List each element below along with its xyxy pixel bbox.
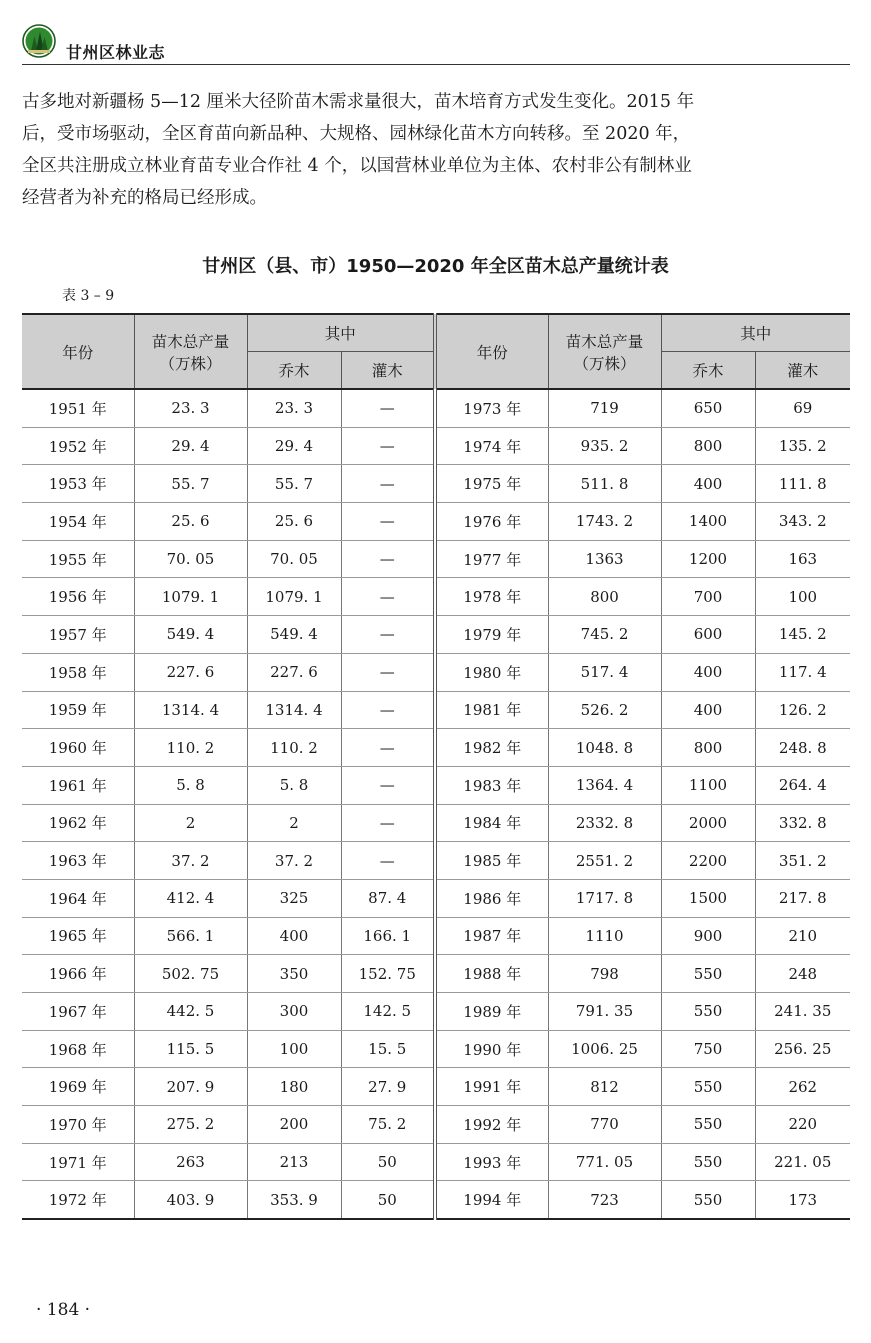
header-total-line2: （万株）	[159, 354, 222, 373]
book-title: 甘州区林业志	[66, 43, 166, 62]
table-cell: 517. 4	[548, 653, 661, 691]
table-cell: 400	[247, 917, 341, 955]
body-line: 经营者为补充的格局已经形成。	[22, 188, 267, 208]
table-row	[22, 917, 850, 955]
table-cell: —	[341, 465, 435, 503]
table-row	[22, 1181, 850, 1219]
table-cell: 5. 8	[247, 766, 341, 804]
table-cell: 550	[661, 1068, 755, 1106]
table-cell: 70. 05	[134, 540, 247, 578]
table-cell: 23. 3	[247, 389, 341, 427]
table-cell: 207. 9	[134, 1068, 247, 1106]
table-cell: 1981 年	[435, 691, 548, 729]
table-cell: 812	[548, 1068, 661, 1106]
table-cell: 241. 35	[755, 993, 850, 1031]
table-cell: 210	[755, 917, 850, 955]
table-cell: 227. 6	[134, 653, 247, 691]
table-cell: 213	[247, 1143, 341, 1181]
table-cell: 1963 年	[22, 842, 134, 880]
table-body	[22, 389, 850, 1219]
table-cell: 180	[247, 1068, 341, 1106]
table-cell: 1984 年	[435, 804, 548, 842]
table-cell: 549. 4	[247, 616, 341, 654]
table-cell: 1992 年	[435, 1106, 548, 1144]
header-year: 年份	[435, 314, 548, 389]
table-cell: 1962 年	[22, 804, 134, 842]
table-cell: 770	[548, 1106, 661, 1144]
table-cell: 2551. 2	[548, 842, 661, 880]
table-row	[22, 955, 850, 993]
table-cell: 100	[247, 1030, 341, 1068]
table-cell: 135. 2	[755, 427, 850, 465]
table-cell: 1978 年	[435, 578, 548, 616]
table-cell: 152. 75	[341, 955, 435, 993]
table-title: 甘州区（县、市）1950—2020 年全区苗木总产量统计表	[202, 256, 669, 277]
table-cell: 502. 75	[134, 955, 247, 993]
table-cell: 2200	[661, 842, 755, 880]
table-cell: 550	[661, 1106, 755, 1144]
table-row	[22, 503, 850, 541]
table-cell: 1979 年	[435, 616, 548, 654]
table-cell: 1990 年	[435, 1030, 548, 1068]
header-total	[548, 314, 661, 389]
table-cell: 1959 年	[22, 691, 134, 729]
seedling-production-table	[22, 313, 850, 1220]
table-cell: 1991 年	[435, 1068, 548, 1106]
table-row	[22, 653, 850, 691]
table-cell: 900	[661, 917, 755, 955]
header-total-line1: 苗木总产量	[565, 332, 644, 351]
table-cell: 29. 4	[247, 427, 341, 465]
table-row	[22, 729, 850, 767]
table-cell: 1048. 8	[548, 729, 661, 767]
table-row	[22, 691, 850, 729]
table-cell: 935. 2	[548, 427, 661, 465]
table-cell: 1100	[661, 766, 755, 804]
table-cell: —	[341, 842, 435, 880]
table-cell: 227. 6	[247, 653, 341, 691]
table-cell: —	[341, 389, 435, 427]
table-cell: 37. 2	[134, 842, 247, 880]
table-cell: 110. 2	[134, 729, 247, 767]
table-cell: 1314. 4	[247, 691, 341, 729]
table-cell: 600	[661, 616, 755, 654]
header-shrub: 灌木	[755, 352, 850, 390]
table-cell: 442. 5	[134, 993, 247, 1031]
header-year: 年份	[22, 314, 134, 389]
header-tree: 乔木	[247, 352, 341, 390]
table-cell: 55. 7	[134, 465, 247, 503]
table-cell: 29. 4	[134, 427, 247, 465]
table-cell: 1500	[661, 879, 755, 917]
table-cell: 1953 年	[22, 465, 134, 503]
body-line: 古多地对新疆杨 5—12 厘米大径阶苗木需求量很大，苗木培育方式发生变化。2015 年	[22, 92, 695, 112]
table-cell: 1968 年	[22, 1030, 134, 1068]
table-cell: 550	[661, 993, 755, 1031]
table-row	[22, 427, 850, 465]
table-cell: 745. 2	[548, 616, 661, 654]
table-cell: 700	[661, 578, 755, 616]
table-cell: 117. 4	[755, 653, 850, 691]
table-cell: —	[341, 427, 435, 465]
table-cell: 1956 年	[22, 578, 134, 616]
table-cell: 145. 2	[755, 616, 850, 654]
table-cell: 300	[247, 993, 341, 1031]
table-cell: 1364. 4	[548, 766, 661, 804]
table-cell: 798	[548, 955, 661, 993]
table-cell: 264. 4	[755, 766, 850, 804]
table-cell: 1961 年	[22, 766, 134, 804]
table-row	[22, 879, 850, 917]
table-row	[22, 616, 850, 654]
table-cell: 2332. 8	[548, 804, 661, 842]
table-row	[22, 804, 850, 842]
table-cell: 50	[341, 1143, 435, 1181]
table-cell: 1079. 1	[247, 578, 341, 616]
table-cell: 173	[755, 1181, 850, 1219]
table-cell: 25. 6	[134, 503, 247, 541]
table-cell: 69	[755, 389, 850, 427]
table-cell: 1993 年	[435, 1143, 548, 1181]
body-line: 后，受市场驱动，全区育苗向新品种、大规格、园林绿化苗木方向转移。至 2020 年，	[22, 124, 691, 144]
table-cell: 719	[548, 389, 661, 427]
table-cell: 1958 年	[22, 653, 134, 691]
table-cell: 1994 年	[435, 1181, 548, 1219]
header-group: 其中	[247, 314, 435, 352]
table-cell: 550	[661, 955, 755, 993]
table-cell: —	[341, 540, 435, 578]
table-cell: —	[341, 578, 435, 616]
table-cell: 1973 年	[435, 389, 548, 427]
table-cell: 400	[661, 691, 755, 729]
table-cell: 511. 8	[548, 465, 661, 503]
table-cell: 1079. 1	[134, 578, 247, 616]
table-cell: 5. 8	[134, 766, 247, 804]
table-cell: 1975 年	[435, 465, 548, 503]
table-cell: 27. 9	[341, 1068, 435, 1106]
table-cell: 1951 年	[22, 389, 134, 427]
table-cell: 350	[247, 955, 341, 993]
table-cell: 1110	[548, 917, 661, 955]
table-cell: 1977 年	[435, 540, 548, 578]
table-cell: 50	[341, 1181, 435, 1219]
table-cell: 115. 5	[134, 1030, 247, 1068]
table-cell: 549. 4	[134, 616, 247, 654]
table-cell: 1969 年	[22, 1068, 134, 1106]
table-cell: 110. 2	[247, 729, 341, 767]
table-cell: 771. 05	[548, 1143, 661, 1181]
table-cell: 111. 8	[755, 465, 850, 503]
table-cell: 325	[247, 879, 341, 917]
table-cell: 1743. 2	[548, 503, 661, 541]
table-cell: 343. 2	[755, 503, 850, 541]
table-cell: 1006. 25	[548, 1030, 661, 1068]
table-cell: 1989 年	[435, 993, 548, 1031]
table-cell: 1717. 8	[548, 879, 661, 917]
table-cell: 1964 年	[22, 879, 134, 917]
table-cell: 2	[134, 804, 247, 842]
table-cell: 220	[755, 1106, 850, 1144]
table-cell: 25. 6	[247, 503, 341, 541]
table-cell: 1974 年	[435, 427, 548, 465]
table-cell: 800	[661, 427, 755, 465]
table-cell: 55. 7	[247, 465, 341, 503]
table-cell: 550	[661, 1143, 755, 1181]
table-cell: 275. 2	[134, 1106, 247, 1144]
table-row	[22, 1068, 850, 1106]
table-cell: 412. 4	[134, 879, 247, 917]
table-row	[22, 1106, 850, 1144]
table-cell: 1960 年	[22, 729, 134, 767]
header-total	[134, 314, 247, 389]
table-row	[22, 993, 850, 1031]
table-cell: 200	[247, 1106, 341, 1144]
table-cell: 400	[661, 653, 755, 691]
table-cell: 1400	[661, 503, 755, 541]
table-cell: 70. 05	[247, 540, 341, 578]
table-cell: 166. 1	[341, 917, 435, 955]
table-cell: 723	[548, 1181, 661, 1219]
body-line: 全区共注册成立林业育苗专业合作社 4 个，以国营林业单位为主体、农村非公有制林业	[22, 156, 692, 176]
table-cell: 1986 年	[435, 879, 548, 917]
table-cell: 1982 年	[435, 729, 548, 767]
table-row	[22, 842, 850, 880]
table-cell: 142. 5	[341, 993, 435, 1031]
table-cell: 1965 年	[22, 917, 134, 955]
table-cell: 248. 8	[755, 729, 850, 767]
table-cell: 1976 年	[435, 503, 548, 541]
table-row	[22, 540, 850, 578]
table-cell: —	[341, 766, 435, 804]
table-cell: 2000	[661, 804, 755, 842]
table-cell: 1200	[661, 540, 755, 578]
table-header	[22, 314, 850, 389]
table-cell: 1987 年	[435, 917, 548, 955]
table-cell: 75. 2	[341, 1106, 435, 1144]
table-row	[22, 1143, 850, 1181]
table-cell: 1988 年	[435, 955, 548, 993]
table-cell: 1954 年	[22, 503, 134, 541]
header-total-line1: 苗木总产量	[151, 332, 230, 351]
table-cell: 400	[661, 465, 755, 503]
table-cell: 15. 5	[341, 1030, 435, 1068]
table-cell: 800	[548, 578, 661, 616]
table-cell: 353. 9	[247, 1181, 341, 1219]
table-cell: 403. 9	[134, 1181, 247, 1219]
table-cell: 248	[755, 955, 850, 993]
table-cell: 550	[661, 1181, 755, 1219]
table-cell: 221. 05	[755, 1143, 850, 1181]
table-cell: 23. 3	[134, 389, 247, 427]
table-row	[22, 1030, 850, 1068]
table-row	[22, 578, 850, 616]
table-cell: —	[341, 616, 435, 654]
table-label: 表 3 – 9	[62, 288, 115, 304]
table-cell: 1972 年	[22, 1181, 134, 1219]
table-cell: —	[341, 503, 435, 541]
table-cell: 2	[247, 804, 341, 842]
table-cell: —	[341, 804, 435, 842]
header-shrub: 灌木	[341, 352, 435, 390]
table-cell: 217. 8	[755, 879, 850, 917]
table-cell: —	[341, 691, 435, 729]
table-cell: 256. 25	[755, 1030, 850, 1068]
table-cell: 526. 2	[548, 691, 661, 729]
header-total-line2: （万株）	[573, 354, 636, 373]
table-cell: 332. 8	[755, 804, 850, 842]
table-cell: 263	[134, 1143, 247, 1181]
table-cell: 791. 35	[548, 993, 661, 1031]
table-cell: 1966 年	[22, 955, 134, 993]
table-cell: 1314. 4	[134, 691, 247, 729]
table-cell: 37. 2	[247, 842, 341, 880]
table-cell: 1363	[548, 540, 661, 578]
table-cell: 1957 年	[22, 616, 134, 654]
table-cell: 1980 年	[435, 653, 548, 691]
table-cell: 650	[661, 389, 755, 427]
body-paragraph	[22, 86, 850, 214]
table-cell: 1983 年	[435, 766, 548, 804]
table-cell: 750	[661, 1030, 755, 1068]
table-cell: 126. 2	[755, 691, 850, 729]
table-cell: 87. 4	[341, 879, 435, 917]
table-cell: 163	[755, 540, 850, 578]
table-cell: 566. 1	[134, 917, 247, 955]
table-row	[22, 766, 850, 804]
page-header	[22, 24, 850, 65]
page-number: · 184 ·	[36, 1300, 91, 1320]
forest-logo-icon	[22, 24, 56, 58]
table-cell: 100	[755, 578, 850, 616]
table-row	[22, 465, 850, 503]
header-group: 其中	[661, 314, 850, 352]
header-tree: 乔木	[661, 352, 755, 390]
table-cell: 351. 2	[755, 842, 850, 880]
table-cell: 800	[661, 729, 755, 767]
table-cell: —	[341, 653, 435, 691]
table-cell: 1985 年	[435, 842, 548, 880]
table-cell: 1971 年	[22, 1143, 134, 1181]
table-row	[22, 389, 850, 427]
table-cell: 1952 年	[22, 427, 134, 465]
table-cell: 1970 年	[22, 1106, 134, 1144]
table-cell: 1967 年	[22, 993, 134, 1031]
table-cell: —	[341, 729, 435, 767]
table-cell: 1955 年	[22, 540, 134, 578]
table-cell: 262	[755, 1068, 850, 1106]
